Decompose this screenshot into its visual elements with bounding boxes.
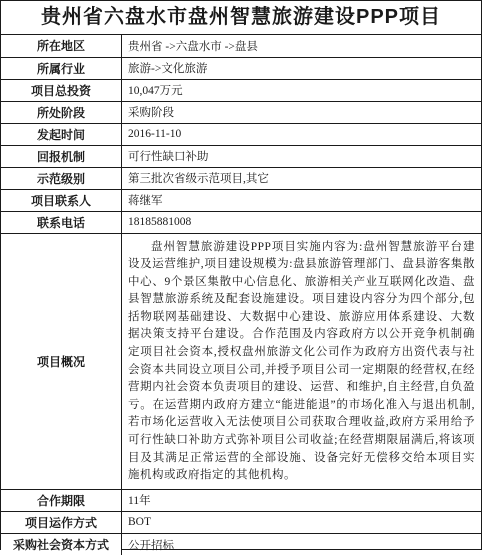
table-row (1, 189, 481, 211)
launch-date-label: 发起时间 (1, 123, 122, 145)
cooperation-term-value: 11年 (122, 489, 482, 511)
project-info-table (1, 35, 481, 555)
region-label: 所在地区 (1, 35, 122, 57)
page-title: 贵州省六盘水市盘州智慧旅游建设PPP项目 (1, 1, 481, 35)
table-row (1, 211, 481, 233)
region-value: 贵州省 ->六盘水市 ->盘县 (122, 35, 482, 57)
return-mechanism-label: 回报机制 (1, 145, 122, 167)
stage-label: 所处阶段 (1, 101, 122, 123)
overview-label: 项目概况 (1, 233, 122, 489)
table-row (1, 167, 481, 189)
demo-level-label: 示范级别 (1, 167, 122, 189)
contact-person-value: 蒋继军 (122, 189, 482, 211)
table-row (1, 489, 481, 511)
table-row (1, 123, 481, 145)
procurement-method-value: 公开招标 (122, 533, 482, 555)
industry-value: 旅游->文化旅游 (122, 57, 482, 79)
operation-mode-value: BOT (122, 511, 482, 533)
procurement-method-label: 采购社会资本方式 (1, 533, 122, 555)
launch-date-value: 2016-11-10 (122, 123, 482, 145)
table-row (1, 79, 481, 101)
stage-value: 采购阶段 (122, 101, 482, 123)
industry-label: 所属行业 (1, 57, 122, 79)
contact-person-label: 项目联系人 (1, 189, 122, 211)
demo-level-value: 第三批次省级示范项目,其它 (122, 167, 482, 189)
table-row (1, 533, 481, 555)
operation-mode-label: 项目运作方式 (1, 511, 122, 533)
contact-phone-value: 18185881008 (122, 211, 482, 233)
total-investment-label: 项目总投资 (1, 79, 122, 101)
table-row (1, 101, 481, 123)
table-row (1, 35, 481, 57)
cooperation-term-label: 合作期限 (1, 489, 122, 511)
return-mechanism-value: 可行性缺口补助 (122, 145, 482, 167)
total-investment-value: 10,047万元 (122, 79, 482, 101)
table-row (1, 233, 481, 489)
contact-phone-label: 联系电话 (1, 211, 122, 233)
table-row (1, 57, 481, 79)
overview-text: 盘州智慧旅游建设PPP项目实施内容为:盘州智慧旅游平台建设及运营维护,项目建设规模为:盘县旅游管理部门、盘县游客集散中心、9个景区集散中心信息化、旅游相关产业互联网化改造、盘县智慧旅游系统及配套设施建设。项目建设内容分为四个部分,包括物联网基础建设、大数据中心建设、旅游应用体系建设、大数据决策支持平台建设。合作范围及内容政府方以公开竞争机制确定项目社会资本,授权盘州旅游文化公司作为政府方出资代表与社会资本共同设立项目公司,并授予项目公司一定期限的经营权,在经营期内社会资本负责项目的建设、运营、和维护,自主经营,自负盈亏。在运营期内政府方建立“能进能退”的市场化准入与退出机制,若市场化运营收入无法使项目公司获取合理收益,政府方采用给予可行性缺口补助方式弥补项目公司收益;在经营期限届满后,将该项目及其满足正常运营的全部设施、设备完好无偿移交给本项目实施机构或政府指定的其他机构。 (122, 233, 482, 489)
table-row (1, 511, 481, 533)
table-row (1, 145, 481, 167)
